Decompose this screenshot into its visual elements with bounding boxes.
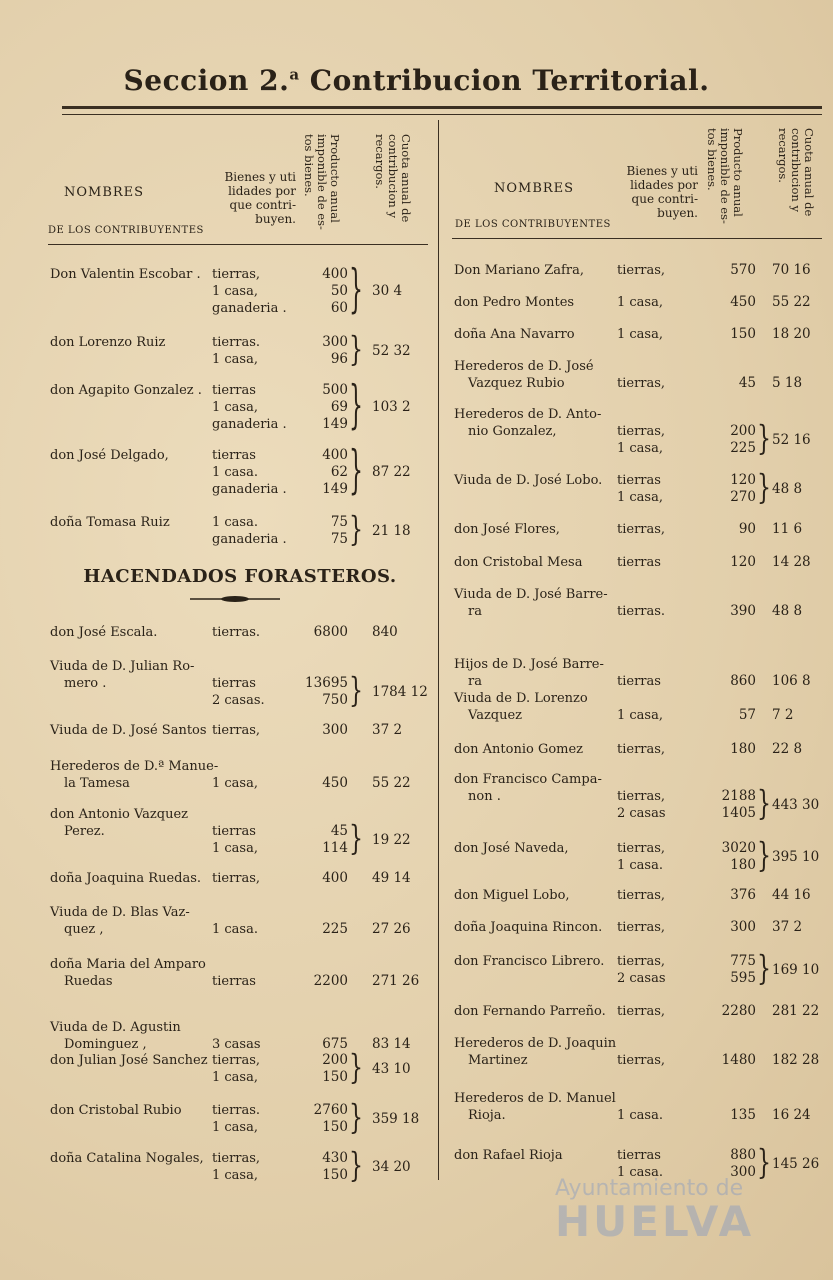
contributor-name: don Cristobal Mesa (454, 555, 583, 570)
section-superscript: a (289, 65, 300, 84)
brace: } (757, 836, 771, 876)
product-value: 69 (330, 399, 348, 415)
contributor-name: Viuda de D. José Barre- (454, 587, 608, 602)
contributor-name: don José Naveda, (454, 841, 569, 856)
section-label: Seccion 2. (123, 64, 290, 97)
contributor-name: doña Joaquina Ruedas. (50, 871, 202, 886)
quota-value: 169 10 (772, 961, 820, 978)
goods-item: tierras, (617, 1004, 666, 1019)
goods-item: tierras, (617, 954, 666, 969)
contributor-name: Vazquez Rubio (468, 376, 565, 391)
product-value: 3020 (721, 840, 756, 856)
product-value: 45 (330, 823, 348, 839)
contributor-name: Herederos de D. José (454, 359, 594, 374)
product-value: 50 (330, 283, 348, 299)
contributor-name: Herederos de D. Joaquin (454, 1036, 617, 1051)
brace: } (349, 1098, 363, 1138)
goods-item: tierras, (617, 920, 666, 935)
quota-value: 16 24 (772, 1107, 811, 1123)
goods-item: tierras, (617, 888, 666, 903)
watermark-line1: Ayuntamiento de (555, 1176, 744, 1201)
goods-item: ganaderia . (212, 482, 287, 497)
goods-item: tierras. (212, 335, 261, 350)
product-value: 90 (738, 521, 756, 537)
quota-value: 145 26 (772, 1155, 820, 1172)
quota-value: 19 22 (372, 831, 411, 848)
brace: } (757, 1143, 771, 1183)
product-value: 450 (322, 775, 348, 791)
brace: } (349, 1146, 363, 1186)
contributor-name: Viuda de D. José Santos (50, 723, 207, 738)
goods-item: tierras, (617, 522, 666, 537)
product-value: 675 (322, 1036, 348, 1052)
contributor-name: Viuda de D. Agustin (50, 1020, 181, 1035)
contributor-name: don Miguel Lobo, (454, 888, 570, 903)
goods-item: tierras. (617, 604, 666, 619)
contributor-name: Viuda de D. Julian Ro- (50, 659, 195, 674)
contributor-name: don Agapito Gonzalez . (50, 383, 202, 398)
contributor-name: doña Maria del Amparo (50, 957, 206, 972)
goods-item: 1 casa. (212, 465, 258, 480)
product-value: 96 (330, 351, 348, 367)
section-heading: HACENDADOS FORASTEROS. (83, 566, 397, 587)
goods-item: 1 casa, (617, 441, 663, 456)
left-header-product: Producto anual imponible de es- tos bienes. (302, 134, 342, 230)
contributor-name: Hijos de D. José Barre- (454, 657, 604, 672)
contributor-name: nio Gonzalez, (468, 424, 557, 439)
goods-item: 1 casa, (212, 1168, 258, 1183)
left-header-quota: Cuota anual de contribucion y recargos. (373, 134, 413, 223)
contributor-name: doña Joaquina Rincon. (454, 920, 603, 935)
left-header-rule (48, 244, 428, 245)
goods-item: 2 casas. (212, 693, 265, 708)
goods-item: tierras (212, 676, 256, 691)
product-value: 200 (322, 1052, 348, 1068)
contributor-name: don Francisco Librero. (454, 954, 605, 969)
product-value: 300 (322, 722, 348, 738)
quota-value: 18 20 (772, 326, 811, 342)
goods-item: 3 casas (212, 1037, 261, 1052)
goods-item: tierras, (212, 1151, 261, 1166)
product-value: 13695 (305, 675, 348, 691)
contributor-name: don Francisco Campa- (454, 772, 602, 787)
product-value: 150 (322, 1167, 348, 1183)
product-value: 430 (322, 1150, 348, 1166)
watermark (555, 1176, 754, 1246)
brace: } (757, 468, 771, 508)
goods-item: 1 casa. (212, 922, 258, 937)
left-header-names: NOMBRES (64, 185, 145, 200)
left-header-contributors: DE LOS CONTRIBUYENTES (48, 225, 204, 236)
right-header-quota: Cuota anual de contribucion y recargos. (776, 128, 816, 217)
contributor-name: Don Valentin Escobar . (50, 267, 201, 282)
contributor-name: mero . (64, 676, 107, 691)
brace: } (349, 510, 363, 550)
contributor-name: don Fernando Parreño. (454, 1004, 606, 1019)
quota-value: 34 20 (372, 1158, 411, 1175)
product-value: 57 (738, 707, 756, 723)
contributor-name: Don Mariano Zafra, (454, 263, 584, 278)
brace: } (349, 330, 363, 370)
product-value: 120 (730, 472, 756, 488)
quota-value: 22 8 (772, 741, 803, 757)
quota-value: 55 22 (372, 775, 411, 791)
contributor-name: non . (468, 789, 501, 804)
contributor-name: doña Tomasa Ruiz (50, 515, 170, 530)
goods-item: 1 casa, (212, 352, 258, 367)
contributor-name: don Pedro Montes (454, 295, 575, 310)
quota-value: 103 2 (372, 399, 411, 415)
goods-item: tierras (617, 473, 661, 488)
goods-item: tierras, (617, 789, 666, 804)
product-value: 2200 (313, 973, 348, 989)
goods-item: 1 casa. (212, 515, 258, 530)
goods-item: tierras (617, 1148, 661, 1163)
product-value: 120 (730, 554, 756, 570)
goods-item: tierras (617, 674, 661, 689)
product-value: 150 (322, 1069, 348, 1085)
contributor-name: don José Delgado, (50, 448, 169, 463)
goods-item: tierras, (617, 1053, 666, 1068)
quota-value: 87 22 (372, 464, 411, 480)
goods-item: ganaderia . (212, 532, 287, 547)
product-value: 62 (330, 464, 348, 480)
product-value: 570 (730, 262, 756, 278)
top-rule (62, 106, 822, 109)
product-value: 2188 (721, 788, 756, 804)
product-value: 60 (330, 300, 348, 316)
product-value: 500 (322, 382, 348, 398)
product-value: 2760 (313, 1102, 348, 1118)
quota-value: 840 (372, 624, 398, 640)
product-value: 180 (730, 857, 756, 873)
quota-value: 43 10 (372, 1060, 411, 1077)
goods-item: 1 casa, (617, 295, 663, 310)
brace: } (757, 949, 771, 989)
contributor-name: Viuda de D. Lorenzo (454, 691, 588, 706)
contributor-name: doña Ana Navarro (454, 327, 575, 342)
goods-item: tierras (212, 974, 256, 989)
goods-item: ganaderia . (212, 301, 287, 316)
right-header-goods: Bienes y uti lidades por que contri- buyen. (626, 164, 698, 220)
page-title (0, 64, 833, 97)
goods-item: tierras. (212, 625, 261, 640)
contributor-name: ra (468, 674, 482, 689)
product-value: 75 (330, 514, 348, 530)
contributor-name: Herederos de D. Manuel (454, 1091, 616, 1106)
goods-item: tierras (212, 824, 256, 839)
goods-item: tierras, (212, 267, 261, 282)
product-value: 149 (322, 481, 348, 497)
quota-value: 55 22 (772, 294, 811, 310)
brace: } (349, 261, 363, 320)
goods-item: 1 casa, (212, 284, 258, 299)
product-value: 300 (730, 1164, 756, 1180)
top-rule-thin (62, 114, 822, 115)
contributor-name: Dominguez , (64, 1037, 147, 1052)
goods-item: tierras, (617, 841, 666, 856)
ornament-divider (190, 595, 280, 603)
product-value: 400 (322, 447, 348, 463)
product-value: 400 (322, 266, 348, 282)
product-value: 225 (322, 921, 348, 937)
contributor-name: ra (468, 604, 482, 619)
goods-item: tierras, (617, 263, 666, 278)
goods-item: tierras, (212, 723, 261, 738)
quota-value: 395 10 (772, 848, 820, 865)
quota-value: 443 30 (772, 796, 820, 813)
quota-value: 52 32 (372, 342, 411, 359)
contributor-name: Viuda de D. José Lobo. (454, 473, 603, 488)
product-value: 6800 (313, 624, 348, 640)
quota-value: 44 16 (772, 887, 811, 903)
goods-item: tierras, (617, 376, 666, 391)
contributor-name: don Cristobal Rubio (50, 1103, 182, 1118)
contributor-name: don Antonio Gomez (454, 742, 584, 757)
contributor-name: don Rafael Rioja (454, 1148, 563, 1163)
quota-value: 11 6 (772, 521, 803, 537)
quota-value: 182 28 (772, 1052, 820, 1068)
product-value: 114 (322, 840, 348, 856)
goods-item: ganaderia . (212, 417, 287, 432)
quota-value: 30 4 (372, 283, 403, 299)
goods-item: 1 casa, (617, 327, 663, 342)
brace: } (349, 442, 363, 501)
title-text: Contribucion Territorial. (309, 64, 710, 97)
goods-item: 1 casa, (212, 1070, 258, 1085)
product-value: 75 (330, 531, 348, 547)
right-header-names: NOMBRES (494, 181, 575, 196)
goods-item: tierras (212, 448, 256, 463)
quota-value: 48 8 (772, 603, 803, 619)
product-value: 270 (730, 489, 756, 505)
contributor-name: don Lorenzo Ruiz (50, 335, 166, 350)
goods-item: 1 casa. (617, 1165, 663, 1180)
product-value: 300 (730, 919, 756, 935)
column-divider (438, 120, 439, 1180)
product-value: 150 (730, 326, 756, 342)
contributor-name: don Antonio Vazquez (50, 807, 188, 822)
contributor-name: don Julian José Sanchez (50, 1053, 208, 1068)
contributor-name: quez , (64, 922, 104, 937)
contributor-name: Herederos de D. Anto- (454, 407, 602, 422)
contributor-name: Martinez (468, 1053, 528, 1068)
product-value: 595 (730, 970, 756, 986)
quota-value: 21 18 (372, 522, 411, 539)
goods-item: 1 casa. (617, 1108, 663, 1123)
product-value: 180 (730, 741, 756, 757)
quota-value: 359 18 (372, 1110, 420, 1127)
product-value: 750 (322, 692, 348, 708)
goods-item: tierras, (617, 424, 666, 439)
goods-item: 2 casas (617, 806, 666, 821)
goods-item: 1 casa. (617, 858, 663, 873)
quota-value: 37 2 (372, 722, 403, 738)
quota-value: 1784 12 (372, 683, 428, 700)
product-value: 300 (322, 334, 348, 350)
product-value: 390 (730, 603, 756, 619)
brace: } (349, 377, 363, 436)
goods-item: 1 casa, (212, 841, 258, 856)
product-value: 149 (322, 416, 348, 432)
goods-item: tierras (212, 383, 256, 398)
brace: } (757, 784, 771, 824)
contributor-name: don José Flores, (454, 522, 560, 537)
product-value: 45 (738, 375, 756, 391)
contributor-name: Rioja. (468, 1108, 506, 1123)
product-value: 135 (730, 1107, 756, 1123)
product-value: 860 (730, 673, 756, 689)
product-value: 225 (730, 440, 756, 456)
goods-item: 1 casa, (617, 490, 663, 505)
product-value: 200 (730, 423, 756, 439)
contributor-name: Ruedas (64, 974, 113, 989)
product-value: 880 (730, 1147, 756, 1163)
quota-value: 14 28 (772, 554, 811, 570)
goods-item: tierras (617, 555, 661, 570)
right-header-rule (452, 238, 822, 239)
goods-item: 2 casas (617, 971, 666, 986)
goods-item: 1 casa, (212, 776, 258, 791)
goods-item: 1 casa, (617, 708, 663, 723)
goods-item: 1 casa, (212, 400, 258, 415)
contributor-name: don José Escala. (50, 625, 158, 640)
quota-value: 37 2 (772, 919, 803, 935)
product-value: 450 (730, 294, 756, 310)
quota-value: 70 16 (772, 262, 811, 278)
goods-item: tierras, (212, 1053, 261, 1068)
goods-item: 1 casa, (212, 1120, 258, 1135)
product-value: 150 (322, 1119, 348, 1135)
right-header-product: Producto anual imponible de es- tos bienes. (705, 128, 745, 224)
right-header-contributors: DE LOS CONTRIBUYENTES (455, 219, 611, 230)
brace: } (349, 819, 363, 859)
quota-value: 5 18 (772, 375, 803, 391)
product-value: 2280 (721, 1003, 756, 1019)
goods-item: tierras. (212, 1103, 261, 1118)
product-value: 1405 (721, 805, 756, 821)
quota-value: 49 14 (372, 870, 411, 886)
quota-value: 27 26 (372, 921, 411, 937)
product-value: 376 (730, 887, 756, 903)
brace: } (349, 1048, 363, 1088)
contributor-name: Herederos de D.ª Manue- (50, 759, 219, 774)
quota-value: 271 26 (372, 973, 420, 989)
product-value: 400 (322, 870, 348, 886)
quota-value: 52 16 (772, 431, 811, 448)
watermark-line2: HUELVA (555, 1197, 755, 1246)
brace: } (349, 671, 363, 711)
product-value: 1480 (721, 1052, 756, 1068)
contributor-name: Perez. (64, 824, 105, 839)
contributor-name: Viuda de D. Blas Vaz- (50, 905, 190, 920)
quota-value: 83 14 (372, 1036, 411, 1052)
goods-item: tierras, (617, 742, 666, 757)
contributor-name: la Tamesa (64, 776, 130, 791)
product-value: 775 (730, 953, 756, 969)
quota-value: 7 2 (772, 707, 794, 723)
quota-value: 48 8 (772, 480, 803, 497)
quota-value: 106 8 (772, 673, 811, 689)
left-header-goods: Bienes y uti lidades por que contri- buyen. (224, 170, 296, 226)
contributor-name: doña Catalina Nogales, (50, 1151, 204, 1166)
brace: } (757, 419, 771, 459)
quota-value: 281 22 (772, 1003, 820, 1019)
contributor-name: Vazquez (468, 708, 523, 723)
goods-item: tierras, (212, 871, 261, 886)
